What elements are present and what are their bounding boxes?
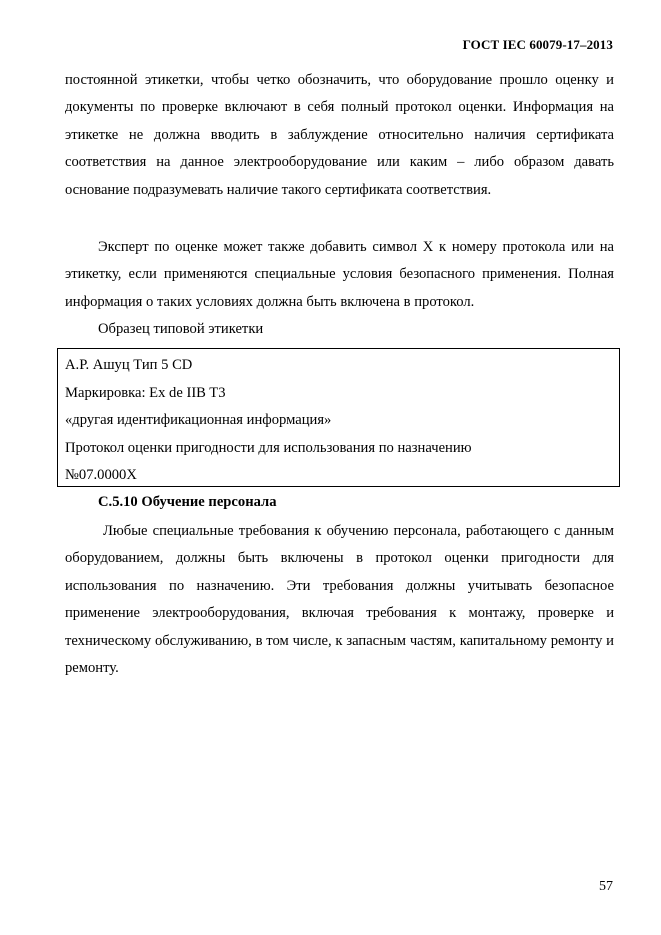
- label-line-marking: Маркировка: Ex de IIB T3: [65, 384, 226, 401]
- label-line-other-info: «другая идентификационная информация»: [65, 412, 332, 429]
- sample-label-box: [57, 348, 620, 487]
- label-line-manufacturer: А.Р. Ашуц Тип 5 CD: [65, 357, 193, 373]
- paragraph-personnel-training: Любые специальные требования к обучению персонала, работающего с данным оборудованием, должны быть включены в протокол оценки пригодности для использования по назначению. Эти требования должны учитывать безопасное применение электрооборудования, включая требования к монтажу, проверке и техническому обслуживанию, в том числе, к запасным частям, капитальному ремонту и ремонту.: [65, 523, 614, 677]
- document-header: ГОСТ IEC 60079-17–2013: [462, 37, 613, 52]
- label-caption: Образец типовой этикетки: [98, 321, 264, 337]
- label-line-number: №07.0000X: [65, 467, 137, 484]
- paragraph-label-info: постоянной этикетки, чтобы четко обозначить, что оборудование прошло оценку и документы по проверке включают в себя полный протокол оценки. Информация на этикетке не должна вводить в заблуждение относительно наличия сертификата соответствия на данное электрооборудование или каким – либо образом давать основание подразумевать наличие такого сертификата соответствия.: [65, 72, 614, 198]
- paragraph-symbol-x: Эксперт по оценке может также добавить символ X к номеру протокола или на этикетку, если применяются специальные условия безопасного применения. Полная информация о таких условиях должна быть включена в протокол.: [65, 239, 614, 310]
- label-line-protocol: Протокол оценки пригодности для использования по назначению: [65, 439, 472, 456]
- section-title: С.5.10 Обучение персонала: [98, 494, 277, 510]
- page-number: 57: [599, 879, 613, 894]
